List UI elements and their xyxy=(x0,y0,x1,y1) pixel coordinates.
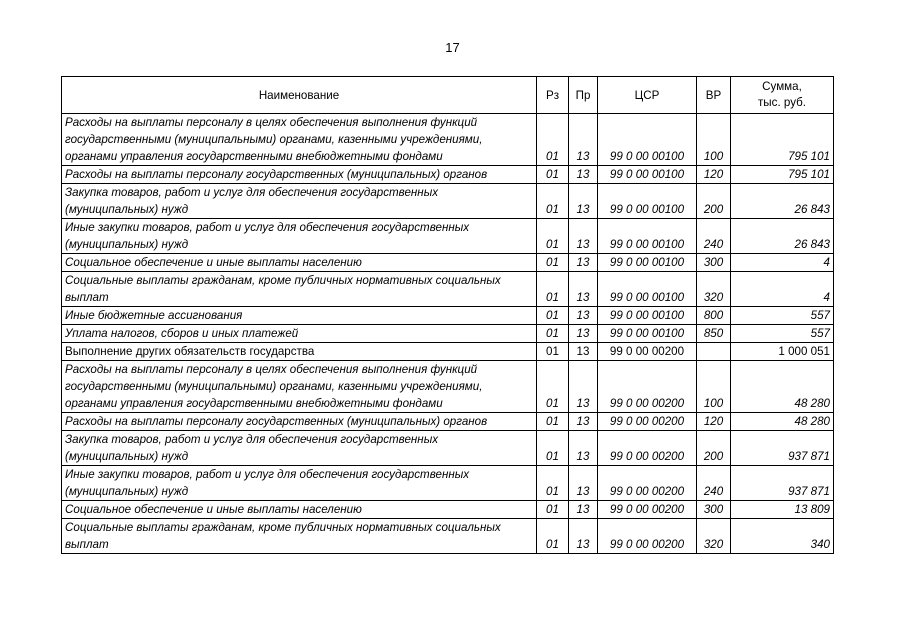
table-row xyxy=(62,272,834,307)
row-vr: 120 xyxy=(697,413,731,431)
row-amount: 937 871 xyxy=(731,466,834,501)
row-csr: 99 0 00 00200 xyxy=(598,361,697,413)
row-vr: 240 xyxy=(697,219,731,254)
row-name: Социальные выплаты гражданам, кроме публичных нормативных социальных выплат xyxy=(62,272,537,307)
row-rz: 01 xyxy=(537,325,569,343)
header-csr: ЦСР xyxy=(598,77,697,114)
table-row xyxy=(62,431,834,466)
row-rz: 01 xyxy=(537,272,569,307)
row-rz: 01 xyxy=(537,361,569,413)
row-amount: 26 843 xyxy=(731,184,834,219)
row-vr: 300 xyxy=(697,501,731,519)
row-csr: 99 0 00 00200 xyxy=(598,413,697,431)
row-rz: 01 xyxy=(537,184,569,219)
row-csr: 99 0 00 00200 xyxy=(598,343,697,361)
row-pr: 13 xyxy=(569,413,598,431)
row-name: Расходы на выплаты персоналу в целях обеспечения выполнения функций государственными (муниципальными) органами, казенными учреждениями, органами управления государственными внебюджетными фондами xyxy=(62,114,537,166)
table-body xyxy=(62,114,834,554)
row-rz: 01 xyxy=(537,431,569,466)
row-vr: 320 xyxy=(697,272,731,307)
row-amount: 4 xyxy=(731,254,834,272)
row-pr: 13 xyxy=(569,114,598,166)
row-amount: 48 280 xyxy=(731,413,834,431)
row-rz: 01 xyxy=(537,413,569,431)
row-vr: 320 xyxy=(697,519,731,554)
row-pr: 13 xyxy=(569,325,598,343)
header-sum-line2: тыс. руб. xyxy=(758,96,806,109)
row-csr: 99 0 00 00200 xyxy=(598,466,697,501)
row-rz: 01 xyxy=(537,114,569,166)
row-amount: 795 101 xyxy=(731,114,834,166)
row-pr: 13 xyxy=(569,361,598,413)
row-name: Социальные выплаты гражданам, кроме публичных нормативных социальных выплат xyxy=(62,519,537,554)
row-name: Иные закупки товаров, работ и услуг для обеспечения государственных (муниципальных) нужд xyxy=(62,466,537,501)
row-csr: 99 0 00 00100 xyxy=(598,307,697,325)
row-vr: 100 xyxy=(697,114,731,166)
budget-table xyxy=(61,76,834,554)
header-sum-line1: Сумма, xyxy=(762,80,802,93)
row-pr: 13 xyxy=(569,166,598,184)
table-row xyxy=(62,114,834,166)
table-row xyxy=(62,219,834,254)
table-row xyxy=(62,361,834,413)
table-row xyxy=(62,307,834,325)
row-rz: 01 xyxy=(537,343,569,361)
header-pr: Пр xyxy=(569,77,598,114)
row-rz: 01 xyxy=(537,307,569,325)
row-rz: 01 xyxy=(537,466,569,501)
row-csr: 99 0 00 00100 xyxy=(598,184,697,219)
row-amount: 4 xyxy=(731,272,834,307)
row-vr: 120 xyxy=(697,166,731,184)
row-name: Иные бюджетные ассигнования xyxy=(62,307,537,325)
row-rz: 01 xyxy=(537,166,569,184)
row-vr: 800 xyxy=(697,307,731,325)
row-pr: 13 xyxy=(569,219,598,254)
row-amount: 48 280 xyxy=(731,361,834,413)
row-csr: 99 0 00 00100 xyxy=(598,219,697,254)
table-row xyxy=(62,413,834,431)
row-amount: 557 xyxy=(731,325,834,343)
row-amount: 1 000 051 xyxy=(731,343,834,361)
row-amount: 557 xyxy=(731,307,834,325)
row-rz: 01 xyxy=(537,501,569,519)
row-pr: 13 xyxy=(569,272,598,307)
row-name: Уплата налогов, сборов и иных платежей xyxy=(62,325,537,343)
table-row xyxy=(62,184,834,219)
header-vr: ВР xyxy=(697,77,731,114)
row-csr: 99 0 00 00100 xyxy=(598,254,697,272)
row-rz: 01 xyxy=(537,254,569,272)
row-vr: 200 xyxy=(697,431,731,466)
header-name: Наименование xyxy=(62,77,537,114)
row-vr: 240 xyxy=(697,466,731,501)
row-name: Расходы на выплаты персоналу в целях обеспечения выполнения функций государственными (муниципальными) органами, казенными учреждениями, органами управления государственными внебюджетными фондами xyxy=(62,361,537,413)
row-amount: 13 809 xyxy=(731,501,834,519)
row-vr xyxy=(697,343,731,361)
row-csr: 99 0 00 00200 xyxy=(598,519,697,554)
row-pr: 13 xyxy=(569,184,598,219)
row-vr: 850 xyxy=(697,325,731,343)
row-vr: 200 xyxy=(697,184,731,219)
row-name: Расходы на выплаты персоналу государственных (муниципальных) органов xyxy=(62,166,537,184)
row-name: Социальное обеспечение и иные выплаты населению xyxy=(62,501,537,519)
page-number: 17 xyxy=(445,40,460,55)
row-rz: 01 xyxy=(537,519,569,554)
row-pr: 13 xyxy=(569,307,598,325)
row-pr: 13 xyxy=(569,343,598,361)
row-name: Закупка товаров, работ и услуг для обеспечения государственных (муниципальных) нужд xyxy=(62,184,537,219)
row-pr: 13 xyxy=(569,431,598,466)
row-csr: 99 0 00 00200 xyxy=(598,431,697,466)
table-header-row xyxy=(62,77,834,114)
table-row xyxy=(62,166,834,184)
row-name: Расходы на выплаты персоналу государственных (муниципальных) органов xyxy=(62,413,537,431)
table-row xyxy=(62,343,834,361)
row-vr: 300 xyxy=(697,254,731,272)
header-rz: Рз xyxy=(537,77,569,114)
row-name: Социальное обеспечение и иные выплаты населению xyxy=(62,254,537,272)
row-name: Выполнение других обязательств государства xyxy=(62,343,537,361)
row-csr: 99 0 00 00100 xyxy=(598,325,697,343)
row-amount: 26 843 xyxy=(731,219,834,254)
row-pr: 13 xyxy=(569,466,598,501)
row-rz: 01 xyxy=(537,219,569,254)
row-csr: 99 0 00 00100 xyxy=(598,272,697,307)
row-csr: 99 0 00 00100 xyxy=(598,166,697,184)
table-row xyxy=(62,325,834,343)
row-name: Иные закупки товаров, работ и услуг для обеспечения государственных (муниципальных) нужд xyxy=(62,219,537,254)
row-amount: 795 101 xyxy=(731,166,834,184)
row-name: Закупка товаров, работ и услуг для обеспечения государственных (муниципальных) нужд xyxy=(62,431,537,466)
row-pr: 13 xyxy=(569,501,598,519)
row-amount: 340 xyxy=(731,519,834,554)
row-csr: 99 0 00 00200 xyxy=(598,501,697,519)
table-row xyxy=(62,519,834,554)
row-vr: 100 xyxy=(697,361,731,413)
row-pr: 13 xyxy=(569,519,598,554)
row-pr: 13 xyxy=(569,254,598,272)
table-row xyxy=(62,466,834,501)
row-csr: 99 0 00 00100 xyxy=(598,114,697,166)
header-sum xyxy=(731,77,834,114)
table-row xyxy=(62,254,834,272)
table-row xyxy=(62,501,834,519)
row-amount: 937 871 xyxy=(731,431,834,466)
